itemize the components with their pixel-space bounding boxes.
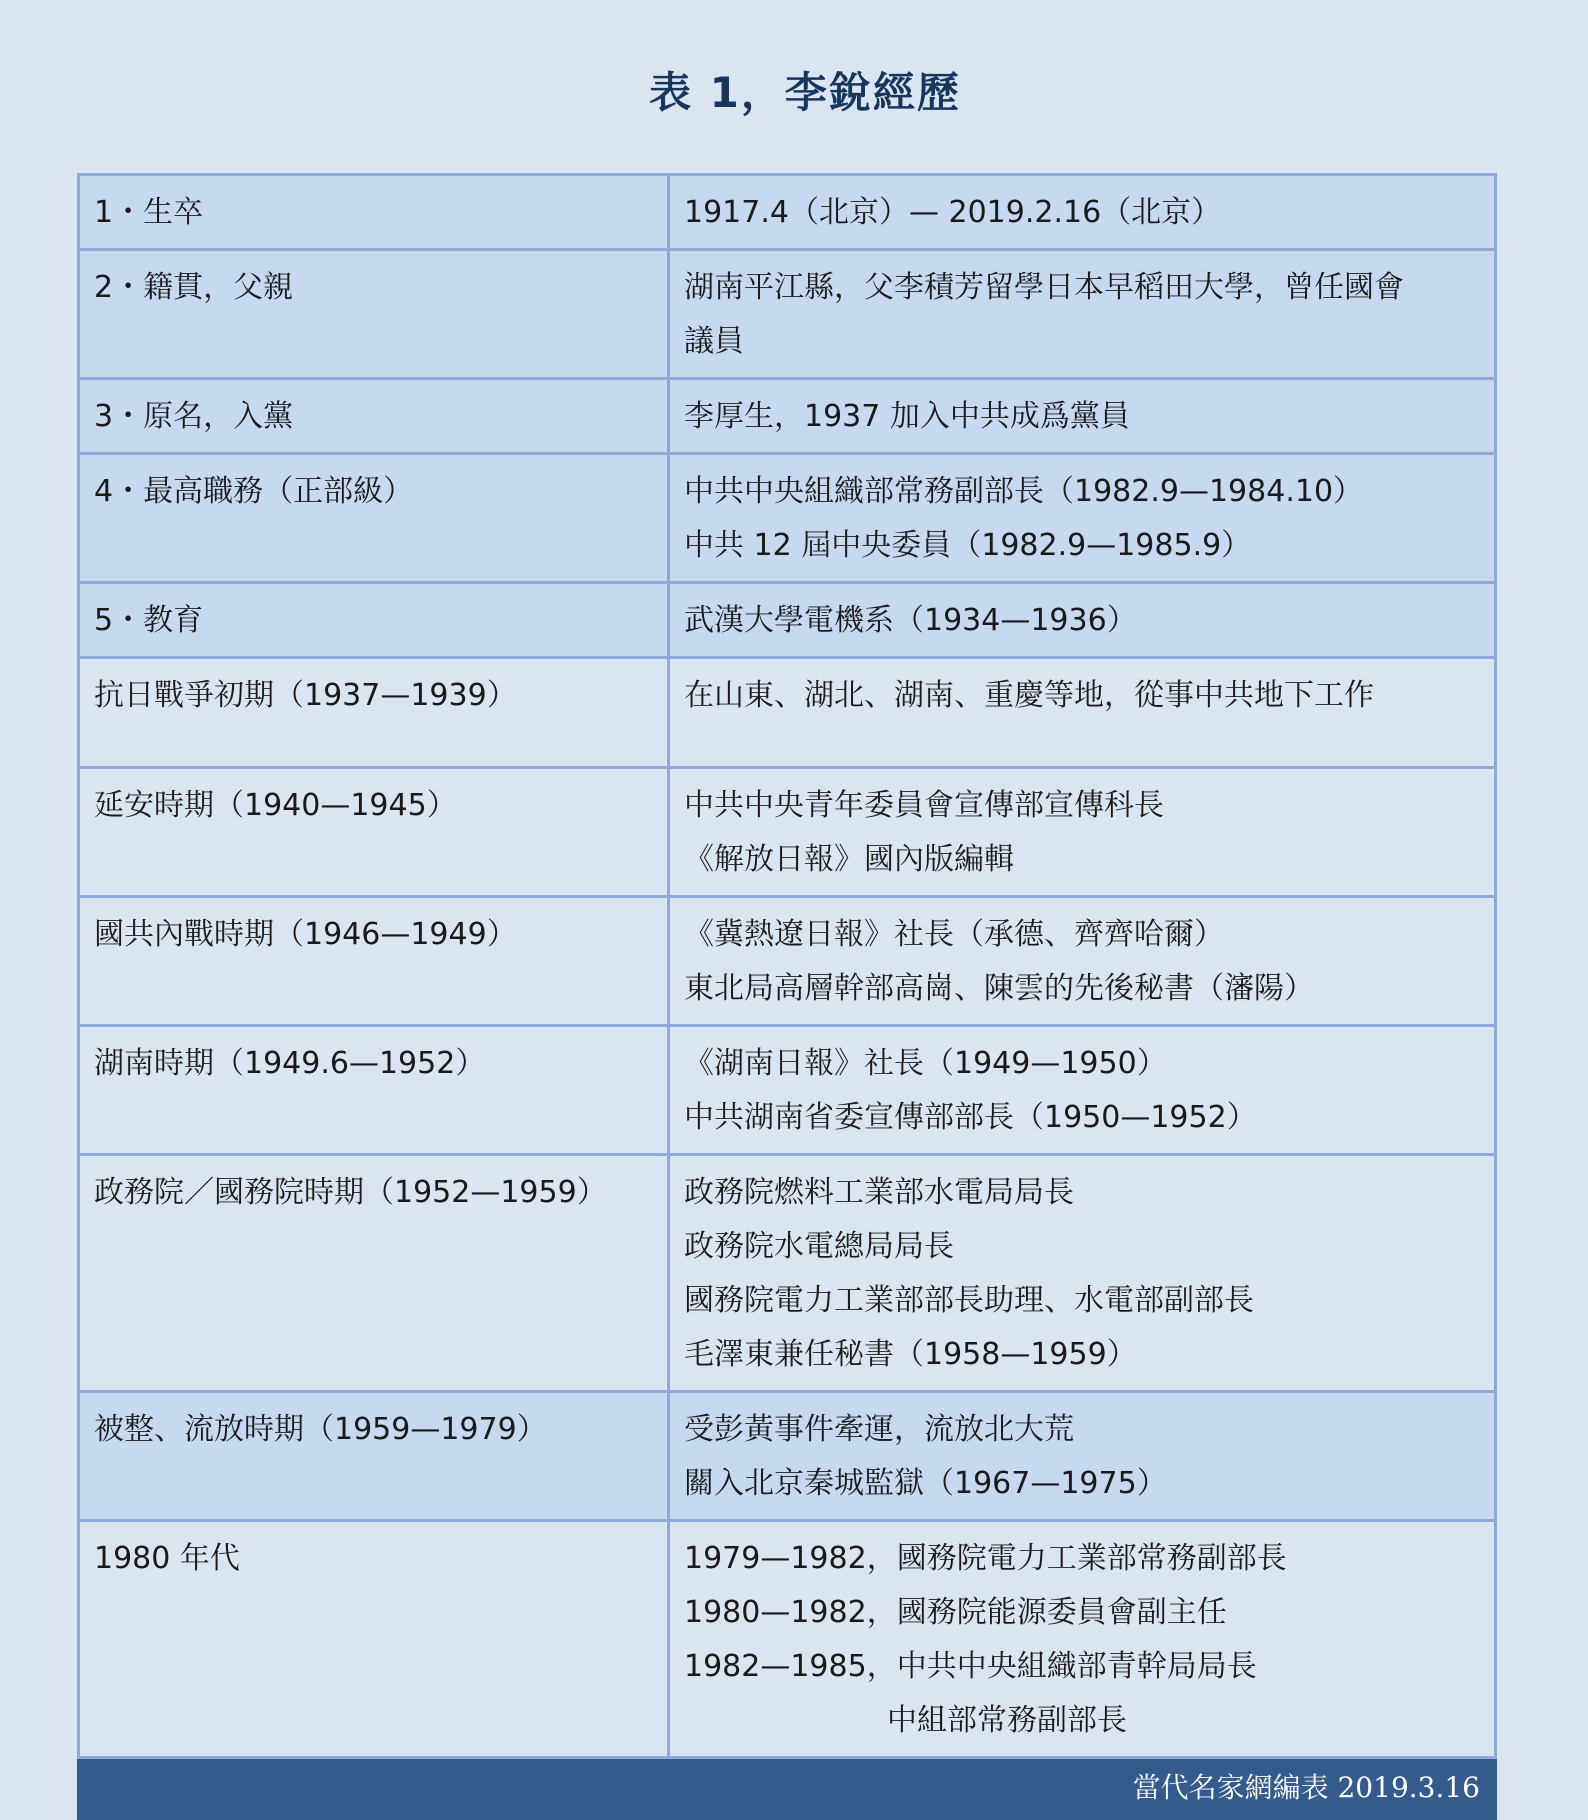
value-line: 國務院電力工業部部長助理、水電部副部長	[684, 1283, 1254, 1318]
value-line: 中組部常務副部長	[887, 1703, 1127, 1738]
table-row	[79, 379, 1496, 454]
value-line: 毛澤東兼任秘書（1958—1959）	[684, 1337, 1137, 1372]
value-line: 1979—1982，國務院電力工業部常務副部長	[684, 1541, 1287, 1576]
row-label: 抗日戰爭初期（1937—1939）	[79, 658, 669, 768]
row-label: 3・原名，入黨	[79, 379, 669, 454]
value-line: 《解放日報》國內版編輯	[684, 842, 1014, 877]
value-line: 中共中央組織部常務副部長（1982.9—1984.10）	[684, 474, 1364, 509]
table-row	[79, 175, 1496, 250]
footer-credit: 當代名家網編表 2019.3.16	[79, 1758, 1496, 1819]
row-label: 2・籍貫，父親	[79, 250, 669, 379]
table-row	[79, 768, 1496, 897]
row-value	[669, 1521, 1496, 1758]
row-value	[669, 583, 1496, 658]
value-line: 1982—1985，中共中央組織部青幹局局長	[684, 1649, 1257, 1684]
value-line: 在山東、湖北、湖南、重慶等地，從事中共地下工作	[684, 678, 1374, 713]
table-row	[79, 583, 1496, 658]
row-label: 延安時期（1940—1945）	[79, 768, 669, 897]
value-line: 中共中央青年委員會宣傳部宣傳科長	[684, 788, 1164, 823]
table-row	[79, 658, 1496, 768]
table-row	[79, 454, 1496, 583]
value-line: 武漢大學電機系（1934—1936）	[684, 603, 1137, 638]
row-value	[669, 1392, 1496, 1521]
value-line: 中共 12 屆中央委員（1982.9—1985.9）	[684, 528, 1252, 563]
value-line: 關入北京秦城監獄（1967—1975）	[684, 1466, 1167, 1501]
row-label: 1980 年代	[79, 1521, 669, 1758]
row-value	[669, 250, 1496, 379]
value-line: 李厚生，1937 加入中共成爲黨員	[684, 399, 1130, 434]
row-label: 1・生卒	[79, 175, 669, 250]
row-label: 被整、流放時期（1959—1979）	[79, 1392, 669, 1521]
row-label: 5・教育	[79, 583, 669, 658]
row-label: 國共內戰時期（1946—1949）	[79, 897, 669, 1026]
value-line: 政務院水電總局局長	[684, 1229, 954, 1264]
value-line: 議員	[684, 324, 744, 359]
value-line: 1917.4（北京）— 2019.2.16（北京）	[684, 195, 1222, 230]
row-label: 4・最高職務（正部級）	[79, 454, 669, 583]
row-value	[669, 379, 1496, 454]
value-line: 受彭黃事件牽運，流放北大荒	[684, 1412, 1074, 1447]
table-row	[79, 897, 1496, 1026]
table-row	[79, 1392, 1496, 1521]
biography-table	[77, 173, 1497, 1820]
row-label: 政務院／國務院時期（1952—1959）	[79, 1155, 669, 1392]
value-line: 湖南平江縣，父李積芳留學日本早稻田大學，曾任國會	[684, 270, 1404, 305]
row-label: 湖南時期（1949.6—1952）	[79, 1026, 669, 1155]
row-value	[669, 658, 1496, 768]
value-line: 1980—1982，國務院能源委員會副主任	[684, 1595, 1227, 1630]
value-line: 《湖南日報》社長（1949—1950）	[684, 1046, 1167, 1081]
row-value	[669, 1026, 1496, 1155]
row-value	[669, 768, 1496, 897]
row-value	[669, 454, 1496, 583]
table-row	[79, 1026, 1496, 1155]
row-value	[669, 1155, 1496, 1392]
footer-row	[79, 1758, 1496, 1819]
value-line: 政務院燃料工業部水電局局長	[684, 1175, 1074, 1210]
value-line: 《冀熱遼日報》社長（承德、齊齊哈爾）	[684, 917, 1224, 952]
table-row	[79, 1521, 1496, 1758]
row-value	[669, 175, 1496, 250]
table-row	[79, 250, 1496, 379]
page-title: 表 1，李銳經歷	[649, 68, 961, 117]
row-value	[669, 897, 1496, 1026]
table-row	[79, 1155, 1496, 1392]
value-line: 東北局高層幹部高崗、陳雲的先後秘書（瀋陽）	[684, 971, 1314, 1006]
value-line: 中共湖南省委宣傳部部長（1950—1952）	[684, 1100, 1257, 1135]
